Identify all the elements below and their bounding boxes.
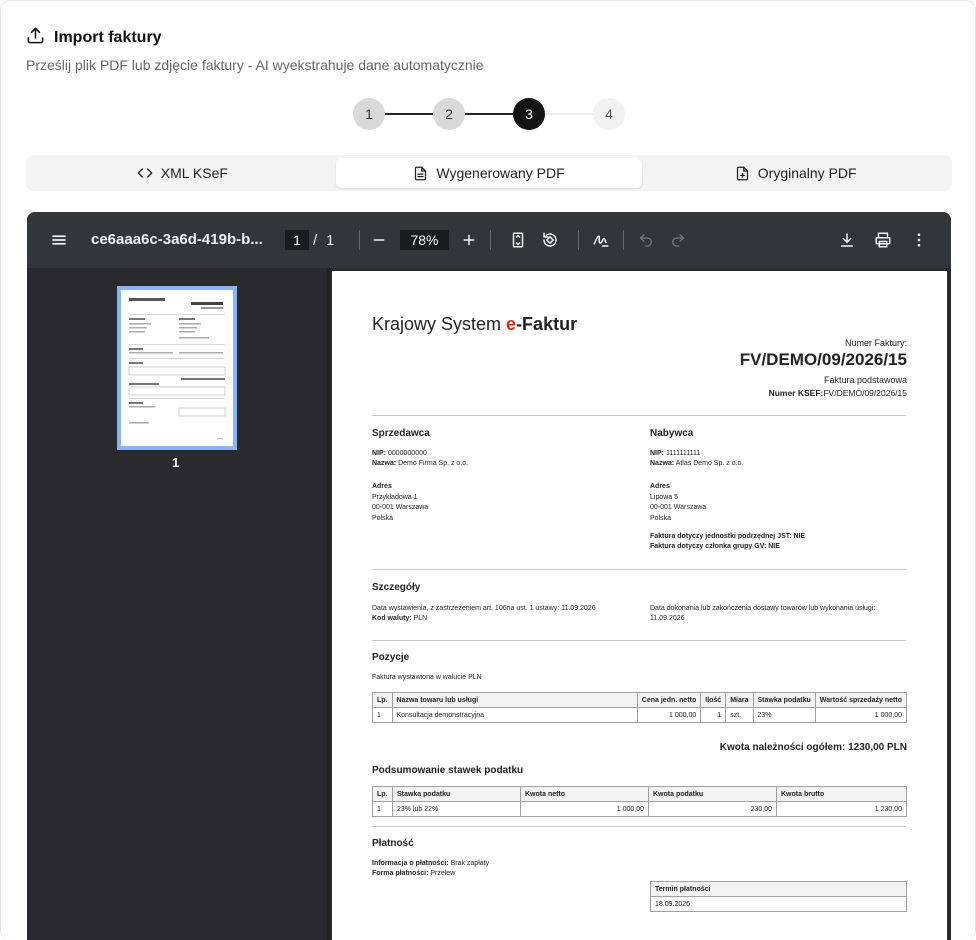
step-2[interactable]: 2 <box>433 98 465 130</box>
toolbar-divider <box>359 230 360 250</box>
pdf-viewer <box>27 212 951 940</box>
name-value: Demo Firma Sp. z o.o. <box>398 460 469 467</box>
table-cell: 1 000,00 <box>637 708 700 723</box>
column-header: Stawka podatku <box>753 693 815 708</box>
pdf-filename: ce6aaa6c-3a6d-419b-b... <box>91 231 263 248</box>
total-amount: Kwota należności ogółem: 1230,00 PLN <box>719 742 907 753</box>
seller-heading: Sprzedawca <box>372 428 430 439</box>
toolbar-divider <box>490 230 491 250</box>
thumbnail-preview-icon <box>121 290 233 446</box>
step-1[interactable]: 1 <box>353 98 385 130</box>
table-cell: 230,00 <box>649 802 777 817</box>
buyer-address-line: Lipowa 5 <box>650 494 679 501</box>
page-number-input[interactable]: 1 <box>285 230 309 250</box>
table-row <box>373 802 907 817</box>
toolbar-divider <box>578 230 579 250</box>
section-divider <box>372 826 906 827</box>
zoom-level[interactable]: 78% <box>400 230 449 250</box>
table-row <box>373 708 907 723</box>
tax-summary-table <box>372 786 907 817</box>
invoice-number: FV/DEMO/09/2026/15 <box>739 350 907 369</box>
payment-info-value: Brak zapłaty <box>450 860 490 867</box>
table-cell: 1 <box>701 708 726 723</box>
table-header-row <box>651 882 907 897</box>
ksef-label: Numer KSEF: <box>768 388 824 398</box>
delivery-date-label: Data dokonania lub zakończenia dostawy towarów lub wykonania usługi: <box>650 605 876 612</box>
invoice-type: Faktura podstawowa <box>823 375 907 385</box>
annotate-icon[interactable] <box>589 228 613 252</box>
table-cell: 1 230,00 <box>777 802 907 817</box>
invoice-number-label: Numer Faktury: <box>844 338 907 348</box>
column-header: Miara <box>726 693 753 708</box>
fit-page-icon[interactable] <box>506 228 530 252</box>
thumbnail-page-number: 1 <box>172 455 180 470</box>
page-total: 1 <box>326 232 335 249</box>
brand-suffix: -Faktur <box>516 314 578 334</box>
details-heading: Szczegóły <box>372 582 421 593</box>
seller-address-line: 00-001 Warszawa <box>372 504 429 511</box>
column-header: Kwota brutto <box>777 787 907 802</box>
name-value: Atlas Demo Sp. z o.o. <box>675 460 744 467</box>
invoice-brand <box>372 314 577 335</box>
page-separator: / <box>313 232 318 249</box>
stepper <box>353 98 625 130</box>
buyer-gv: Faktura dotyczy członka grupy GV: NIE <box>650 543 780 550</box>
tab-original-pdf[interactable] <box>642 158 949 188</box>
step-connector <box>465 113 513 115</box>
table-cell: Konsultacja demonstracyjna <box>392 708 637 723</box>
page-thumbnail[interactable] <box>117 286 237 450</box>
buyer-nip <box>650 450 700 457</box>
seller-name <box>372 460 468 467</box>
brand-e: e <box>506 314 517 334</box>
step-4[interactable]: 4 <box>593 98 625 130</box>
print-icon[interactable] <box>871 228 895 252</box>
nip-label: NIP: <box>372 450 386 457</box>
table-cell: 23% <box>753 708 815 723</box>
seller-nip <box>372 450 427 457</box>
menu-icon[interactable] <box>47 228 71 252</box>
name-label: Nazwa: <box>372 460 397 467</box>
section-divider <box>372 569 906 570</box>
nip-label: NIP: <box>650 450 664 457</box>
step-connector <box>545 113 593 115</box>
buyer-heading: Nabywca <box>650 428 694 439</box>
table-cell: 18.09.2026 <box>651 897 907 912</box>
items-table <box>372 692 907 723</box>
buyer-address-line: Polska <box>650 515 672 522</box>
column-header: Stawka podatku <box>393 787 521 802</box>
table-cell: 1 000,00 <box>815 708 906 723</box>
payment-heading: Płatność <box>372 838 414 849</box>
pdf-page <box>332 271 947 940</box>
payment-info-label: Informacja o płatności: <box>372 860 449 867</box>
column-header: Kwota netto <box>521 787 649 802</box>
payment-form <box>372 870 455 877</box>
column-header: Kwota podatku <box>649 787 777 802</box>
step-3[interactable]: 3 <box>513 98 545 130</box>
table-cell: 23% lub 22% <box>393 802 521 817</box>
view-tabs <box>26 155 952 191</box>
payment-info <box>372 860 489 867</box>
issue-date: Data wystawienia, z zastrzeżeniem art. 106na ust. 1 ustawy: 11.09.2026 <box>372 605 596 612</box>
brand-prefix: Krajowy System <box>372 314 507 334</box>
nip-value: 1111111111 <box>665 450 701 457</box>
column-header: Cena jedn. netto <box>637 693 700 708</box>
table-cell: 1 <box>373 802 393 817</box>
ksef-value: FV/DEMO/09/2026/15 <box>823 388 907 398</box>
zoom-in-icon[interactable] <box>457 228 481 252</box>
card-header <box>26 26 162 50</box>
items-heading: Pozycje <box>372 652 410 663</box>
more-vertical-icon[interactable] <box>907 228 931 252</box>
file-plus-icon <box>735 166 750 181</box>
thumbnail-sidebar <box>27 268 327 940</box>
upload-icon <box>26 26 45 50</box>
table-cell: szt. <box>726 708 753 723</box>
tab-label: Wygenerowany PDF <box>436 165 565 181</box>
seller-address-heading: Adres <box>372 483 392 490</box>
page-title: Import faktury <box>54 29 162 46</box>
payment-form-value: Przelew <box>430 870 456 877</box>
section-divider <box>372 415 906 416</box>
redo-icon[interactable] <box>666 228 690 252</box>
buyer-address-heading: Adres <box>650 483 670 490</box>
table-cell: 1 000,00 <box>521 802 649 817</box>
seller-address-line: Przykładowa 1 <box>372 494 418 501</box>
currency-code <box>372 615 427 622</box>
seller-address-line: Polska <box>372 515 394 522</box>
file-text-icon <box>413 166 428 181</box>
column-header: Wartość sprzedaży netto <box>815 693 906 708</box>
column-header: Lp. <box>373 693 393 708</box>
tab-generated-pdf[interactable] <box>336 158 643 188</box>
page-subtitle: Prześlij plik PDF lub zdjęcie faktury - AI wyekstrahuje dane automatycznie <box>26 57 484 73</box>
currency-value: PLN <box>413 615 428 622</box>
column-header: Ilość <box>701 693 726 708</box>
table-header-row <box>373 693 907 708</box>
tax-summary-heading: Podsumowanie stawek podatku <box>372 765 524 776</box>
buyer-name <box>650 460 743 467</box>
payment-due-table <box>650 881 907 912</box>
toolbar-divider <box>623 230 624 250</box>
table-cell: 1 <box>373 708 393 723</box>
name-label: Nazwa: <box>650 460 675 467</box>
buyer-address-line: 00-001 Warszawa <box>650 504 707 511</box>
payment-form-label: Forma płatności: <box>372 870 429 877</box>
sidebar-divider <box>327 268 330 940</box>
download-icon[interactable] <box>835 228 859 252</box>
column-header: Nazwa towaru lub usługi <box>392 693 637 708</box>
rotate-icon[interactable] <box>538 228 562 252</box>
code-icon <box>137 165 153 181</box>
items-note: Faktura wystawiona w walucie PLN <box>372 674 482 681</box>
nip-value: 0000000000 <box>387 450 427 457</box>
tab-label: XML KSeF <box>160 165 228 181</box>
section-divider <box>372 640 906 641</box>
table-header-row <box>373 787 907 802</box>
undo-icon[interactable] <box>634 228 658 252</box>
column-header: Lp. <box>373 787 393 802</box>
currency-label: Kod waluty: <box>372 615 412 622</box>
buyer-jst: Faktura dotyczy jednostki podrzędnej JST: NIE <box>650 533 806 540</box>
pdf-toolbar <box>27 212 951 268</box>
step-connector <box>385 113 433 115</box>
column-header: Termin płatności <box>651 882 907 897</box>
tab-xml-ksef[interactable] <box>29 158 336 188</box>
ksef-number <box>769 388 907 398</box>
table-row <box>651 897 907 912</box>
tab-label: Oryginalny PDF <box>757 165 857 181</box>
zoom-out-icon[interactable] <box>367 228 391 252</box>
delivery-date: 11.09.2026 <box>650 615 685 622</box>
